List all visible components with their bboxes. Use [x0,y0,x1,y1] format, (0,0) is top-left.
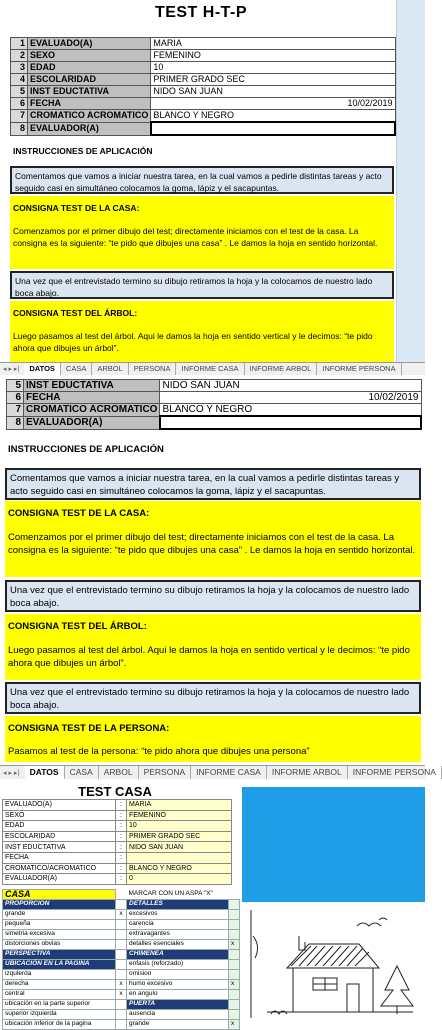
table-row [3,890,240,900]
field-label: ESCOLARIDAD [28,74,151,86]
field-value[interactable]: PRIMER GRADO SEC [127,831,232,842]
table-row [7,392,422,404]
field-value[interactable] [151,122,395,135]
field-label: SEXO [28,50,151,62]
table-row [7,380,422,392]
table-row [3,990,240,1000]
page-title: TEST H-T-P [154,4,248,21]
tab-arbol[interactable]: ARBOL [92,363,128,375]
field-value[interactable]: BLANCO Y NEGRO [127,863,232,874]
test-casa-title: TEST CASA [78,784,152,799]
check-cell[interactable] [116,930,127,940]
item-label: excesivos [127,910,229,920]
table-row [11,38,396,50]
field-value[interactable]: 10 [151,62,395,74]
table-row [3,900,240,910]
check-cell[interactable] [229,960,240,970]
row-number: 6 [11,98,28,110]
field-label: FECHA [3,852,116,863]
table-row [11,62,396,74]
separator: : [116,831,127,842]
field-label: EDAD [28,62,151,74]
item-label: omision [127,970,229,980]
table-row [3,950,240,960]
sheet-datos-top [0,0,425,375]
table-row [11,110,396,123]
item-label: ausencia [127,1010,229,1020]
field-value[interactable]: MARIA [127,800,232,811]
item-label: detalles esenciales [127,940,229,950]
table-row [3,863,232,874]
item-label: grande [127,1020,229,1030]
table-row [7,404,422,417]
row-number: 5 [11,86,28,98]
tab-informe-persona[interactable]: INFORME PERSONA [348,766,442,779]
item-label: simetria excesiva [3,930,116,940]
item-label: extravagantes [127,930,229,940]
table-row [7,416,422,429]
table-row [3,940,240,950]
table-row [11,122,396,135]
field-value[interactable]: BLANCO Y NEGRO [151,110,395,123]
check-cell[interactable]: x [229,940,240,950]
check-cell[interactable] [116,1020,127,1030]
field-label: EVALUADO(A) [3,800,116,811]
check-cell[interactable] [116,920,127,930]
row-number: 1 [11,38,28,50]
paragraph-arbol: Luego pasamos al test del árbol. Aqui le damos la hoja en sentido vertical y le decimos: “te pido ahora que dibujes un árbol”. [10,326,394,362]
tab-informe-arbol[interactable]: INFORME ARBOL [267,766,348,779]
check-cell[interactable] [116,1000,127,1010]
field-label: ESCOLARIDAD [3,831,116,842]
item-label: derecha [3,980,116,990]
field-value[interactable]: PRIMER GRADO SEC [151,74,395,86]
table-row [11,50,396,62]
table-row [3,920,240,930]
table-row [3,810,232,821]
paragraph-intro: Comentamos que vamos a iniciar nuestra tarea, en la cual vamos a pedirle distintas tareas y acto seguido casi en simultáneo colocamos la goma, lápiz y el sacapuntas. [10,166,394,194]
table-row [3,1000,240,1010]
table-row [11,86,396,98]
tab-arbol[interactable]: ARBOL [99,766,139,779]
field-value[interactable]: FEMENINO [127,810,232,821]
section-chimenea: CHIMENEA [127,950,229,960]
separator: : [116,810,127,821]
item-label: izquierda [3,970,116,980]
consigna-casa-heading: CONSIGNA TEST DE LA CASA: [5,501,421,527]
table-row [3,960,240,970]
field-value[interactable] [160,416,421,429]
field-label: CROMATICO/ACROMATICO [3,863,116,874]
field-value[interactable]: NIDO SAN JUAN [160,380,421,392]
field-value[interactable]: 10/02/2019 [160,392,421,404]
section-proporcion: PROPORCION [3,900,116,910]
row-number: 8 [7,416,24,429]
field-value[interactable]: NIDO SAN JUAN [151,86,395,98]
table-row [3,821,232,832]
tab-datos[interactable]: DATOS [24,363,61,375]
table-row [3,1020,240,1030]
item-label: central [3,990,116,1000]
check-cell[interactable] [229,990,240,1000]
row-number: 7 [7,404,24,417]
separator: : [116,800,127,811]
instructions-heading: INSTRUCCIONES DE APLICACIÓN [8,444,164,455]
item-label: humo excesivo [127,980,229,990]
table-row [3,874,232,885]
item-label: superior izquierda [3,1010,116,1020]
tab-datos[interactable]: DATOS [25,766,65,779]
row-number: 6 [7,392,24,404]
paragraph-arbol: Luego pasamos al test del árbol. Aqui le damos la hoja en sentido vertical y le decimos: “te pido ahora que dibujes un árbol”. [5,640,421,680]
field-label: EVALUADOR(A) [24,416,160,429]
casa-checklist [2,889,240,1030]
field-label: INST EDUCTATIVA [24,380,160,392]
row-number: 8 [11,122,28,135]
field-label: CROMATICO ACROMATICO [24,404,160,417]
consigna-persona-heading: CONSIGNA TEST DE LA PERSONA: [5,716,421,742]
field-value[interactable]: 10/02/2019 [151,98,395,110]
section-detalles: DETALLES [127,900,229,910]
field-value[interactable]: MARIA [151,38,395,50]
check-cell[interactable]: x [116,990,127,1000]
separator: : [116,874,127,885]
paragraph-persona: Pasamos al test de la persona: “te pido ahora que dibujes una persona” [5,742,421,762]
tab-informe-casa[interactable]: INFORME CASA [176,363,244,375]
separator: : [116,852,127,863]
paragraph-retira-casa: Una vez que el entrevistado termino su dibujo retiramos la hoja y la colocamos de nuestro lado boca abajo. [5,580,421,612]
item-label: ubicación inferior de la pagina [3,1020,116,1030]
check-cell[interactable] [229,930,240,940]
check-cell[interactable]: x [229,980,240,990]
consigna-arbol-heading: CONSIGNA TEST DEL ÁRBOL: [5,614,421,640]
row-number: 2 [11,50,28,62]
tab-persona[interactable]: PERSONA [129,363,177,375]
sheet-datos-scrolled [0,376,436,779]
row-number: 4 [11,74,28,86]
table-row [11,98,396,110]
marcar-instruction: MARCAR CON UN ASPA "X" [128,890,213,897]
tab-casa[interactable]: CASA [61,363,92,375]
sheet-tabs [0,765,436,779]
table-row [11,74,396,86]
table-row [3,970,240,980]
section-puerta: PUERTA [127,1000,229,1010]
table-row [3,930,240,940]
table-row [3,842,232,853]
check-cell[interactable] [116,970,127,980]
sheet-casa [0,781,425,1028]
field-label: EDAD [3,821,116,832]
separator: : [116,863,127,874]
field-value[interactable]: FEMENINO [151,50,395,62]
tab-informe-persona[interactable]: INFORME PERSONA [317,363,401,375]
check-cell[interactable] [229,920,240,930]
tab-informe-arbol[interactable]: INFORME ARBOL [245,363,318,375]
separator: : [116,842,127,853]
table-row [3,980,240,990]
tab-persona[interactable]: PERSONA [139,766,192,779]
field-label: FECHA [28,98,151,110]
section-perspectiva: PERSPECTIVA [3,950,116,960]
paragraph-casa: Comenzamos por el primer dibujo del test; directamente iniciamos con el test de la casa. La consigna es la siguiente: “te pido que dibujes una casa” . Le damos la hoja en sentido horizontal. [10,221,394,269]
column-strip [396,0,425,375]
casa-section-label: CASA [3,890,116,900]
field-value[interactable] [127,852,232,863]
item-label: pequeña [3,920,116,930]
field-label: INST EDUCTATIVA [28,86,151,98]
item-label: grande [3,910,116,920]
row-number: 3 [11,62,28,74]
field-label: EVALUADO(A) [28,38,151,50]
field-value[interactable]: NIDO SAN JUAN [127,842,232,853]
check-cell[interactable]: x [229,1020,240,1030]
tab-nav-icon[interactable]: ◂ ▸ ▸| [3,366,20,373]
casa-info-table [2,799,232,885]
blue-panel [242,787,425,902]
field-value[interactable]: BLANCO Y NEGRO [160,404,421,417]
section-ubicacion: UBICACIÓN EN LA PAGINA [3,960,116,970]
field-value[interactable]: 0 [127,874,232,885]
paragraph-intro: Comentamos que vamos a iniciar nuestra tarea, en la cual vamos a pedirle distintas tareas y acto seguido casi en simultáneo colocamos la goma, lápiz y el sacapuntas. [5,468,421,500]
field-label: FECHA [24,392,160,404]
check-cell[interactable] [229,1010,240,1020]
row-number: 5 [7,380,24,392]
check-cell[interactable]: x [116,980,127,990]
paragraph-retira-casa: Una vez que el entrevistado termino su dibujo retiramos la hoja y la colocamos de nuestro lado boca abajo. [10,271,394,299]
item-label: enfasis (reforzado) [127,960,229,970]
check-cell[interactable] [229,910,240,920]
instructions-heading: INSTRUCCIONES DE APLICACIÓN [13,146,153,156]
table-row [3,800,232,811]
house-drawing-image [247,906,425,1024]
tab-nav-icon[interactable]: ◂ ▸ ▸| [3,770,20,777]
row-number: 7 [11,110,28,123]
consigna-casa-heading: CONSIGNA TEST DE LA CASA: [10,196,394,221]
item-label: en angulo [127,990,229,1000]
sheet-tabs [0,362,425,375]
info-table [10,37,396,136]
field-label: CROMATICO ACROMATICO [28,110,151,123]
field-value[interactable]: 10 [127,821,232,832]
field-label: EVALUADOR(A) [28,122,151,135]
tab-informe-casa[interactable]: INFORME CASA [191,766,267,779]
item-label: carencia [127,920,229,930]
table-row [3,910,240,920]
item-label: distorciones obvias [3,940,116,950]
consigna-arbol-heading: CONSIGNA TEST DEL ÁRBOL: [10,301,394,326]
table-row [3,852,232,863]
house-sketch-icon [247,906,425,1024]
paragraph-retira-arbol: Una vez que el entrevistado termino su dibujo retiramos la hoja y la colocamos de nuestro lado boca abajo. [5,682,421,714]
field-label: SEXO [3,810,116,821]
field-label: INST EDUCTATIVA [3,842,116,853]
check-cell[interactable] [116,1010,127,1020]
field-label: EVALUADOR(A) [3,874,116,885]
check-cell[interactable]: x [116,910,127,920]
check-cell[interactable] [116,940,127,950]
separator: : [116,821,127,832]
table-row [3,1010,240,1020]
item-label: ubicación en la parte superior [3,1000,116,1010]
tab-casa[interactable]: CASA [65,766,99,779]
info-table-scrolled [6,379,422,430]
check-cell[interactable] [229,970,240,980]
table-row [3,831,232,842]
paragraph-casa: Comenzamos por el primer dibujo del test; directamente iniciamos con el test de la casa. La consigna es la siguiente: “te pido que dibujes una casa” . Le damos la hoja en sentido horizontal. [5,527,421,577]
